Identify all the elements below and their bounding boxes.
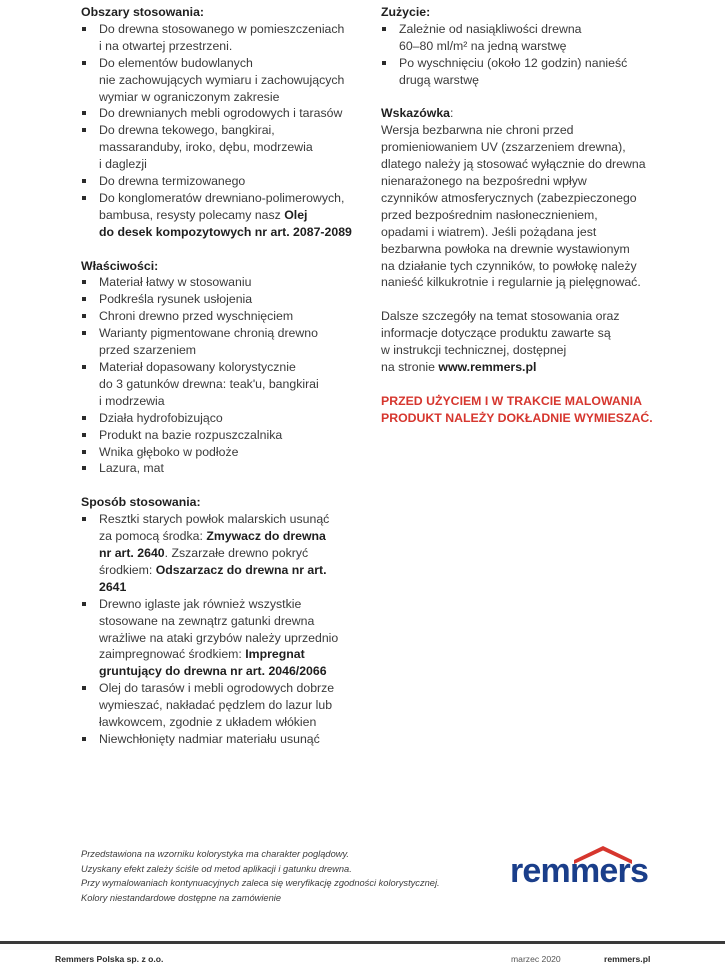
section-areas <box>81 4 356 241</box>
item-text: Lazura, mat <box>99 461 164 476</box>
bullet-item <box>81 190 356 241</box>
properties-list <box>81 274 356 477</box>
hint-title: Wskazówka <box>381 106 451 121</box>
footnotes <box>81 847 501 906</box>
bullet-item <box>81 427 356 444</box>
item-text: Do drewnianych mebli ogrodowych i tarasów <box>99 106 343 121</box>
section-usage <box>81 494 356 748</box>
item-text: Zależnie od nasiąkliwości drewna 60–80 ml/m² na jedną warstwę <box>399 21 582 53</box>
more-info-paragraph <box>381 308 671 376</box>
footer-company: Remmers Polska sp. z o.o. <box>55 954 164 964</box>
areas-list <box>81 21 356 241</box>
footnote-line: Przy wymalowaniach kontynuacyjnych zaleca się weryfikację zgodności kolorystycznej. <box>81 878 440 889</box>
bullet-item <box>81 460 356 477</box>
item-text: Do drewna termizowanego <box>99 174 246 189</box>
section-consumption <box>381 4 671 89</box>
item-text: Do konglomeratów drewniano-polimerowych, bambusa, resysty polecamy nasz <box>99 190 345 222</box>
hint-text: Wersja bezbarwna nie chroni przed promieniowaniem UV (zszarzeniem drewna), dlatego należy ją stosować wyłącznie do drewna nienarażonego na bezpośredni wpływ czynników atmosferycznych (zabezpieczonego przed bezpośrednim nasłonecznieniem, opadami i wiatrem). Jeśli pożądana jest bezbarwna powłoka na drewnie wystawionym na działanie tych czynników, to powłokę należy nanieść kilkukrotnie i regularnie ją pielęgnować. <box>381 123 646 290</box>
item-text: Do elementów budowlanych nie zachowujących wymiaru i zachowujących wymiar w ograniczonym zakresie <box>99 55 345 104</box>
usage-list <box>81 511 356 748</box>
logo-wordmark: remmers <box>510 852 649 890</box>
item-text: Podkreśla rysunek usłojenia <box>99 292 253 307</box>
usage-title: Sposób stosowania: <box>81 495 201 510</box>
item-text: Do drewna stosowanego w pomieszczeniach i na otwartej przestrzeni. <box>99 21 345 53</box>
mixing-warning: PRZED UŻYCIEM I W TRAKCIE MALOWANIA PRODUKT NALEŻY DOKŁADNIE WYMIESZAĆ. <box>381 393 653 425</box>
bullet-item <box>81 511 356 596</box>
item-text: Po wyschnięciu (około 12 godzin) nanieść drugą warstwę <box>399 55 628 87</box>
bold-product-reference: Odszarzacz do drewna nr art. 2641 <box>99 562 327 594</box>
section-properties <box>81 258 356 478</box>
footer-website[interactable]: remmers.pl <box>604 954 651 964</box>
footnote-line: Kolory niestandardowe dostępne na zamówienie <box>81 893 282 904</box>
bullet-item <box>381 21 671 55</box>
bullet-item <box>81 308 356 325</box>
consumption-list <box>381 21 671 89</box>
bullet-item <box>81 596 356 681</box>
consumption-title: Zużycie: <box>381 5 431 19</box>
areas-title: Obszary stosowania: <box>81 5 205 19</box>
bullet-item <box>81 291 356 308</box>
item-text: Działa hydrofobizująco <box>99 410 223 425</box>
bullet-item <box>81 731 356 748</box>
bullet-item <box>381 55 671 89</box>
left-column <box>81 4 356 748</box>
more-info-text: Dalsze szczegóły na temat stosowania oraz informacje dotyczące produktu zawarte są w instrukcji technicznej, dostępnej na stronie <box>381 309 620 374</box>
item-text: Do drewna tekowego, bangkirai, massaranduby, iroko, dębu, modrzewia i daglezji <box>99 123 313 172</box>
bullet-item <box>81 325 356 359</box>
hint-colon: : <box>450 106 454 121</box>
website-link[interactable]: www.remmers.pl <box>438 360 537 374</box>
remmers-logo <box>510 843 650 891</box>
properties-title: Właściwości: <box>81 258 159 273</box>
bullet-item <box>81 55 356 106</box>
bold-product-reference: Impregnat gruntujący do drewna nr art. 2046/2066 <box>99 647 327 679</box>
bold-product-reference: Olej do desek kompozytowych nr art. 2087-2089 <box>99 207 352 239</box>
item-text: Materiał łatwy w stosowaniu <box>99 275 252 290</box>
item-text: Drewno iglaste jak również wszystkie stosowane na zewnątrz gatunki drewna wrażliwe na ataki grzybów należy uprzednio zaimpregnować środkiem: <box>99 596 339 662</box>
bold-product-reference: Zmywacz do drewna nr art. 2640 <box>99 529 326 560</box>
item-text: Produkt na bazie rozpuszczalnika <box>99 427 283 442</box>
bullet-item <box>81 410 356 427</box>
bullet-item <box>81 173 356 190</box>
footnote-line: Przedstawiona na wzorniku kolorystyka ma charakter poglądowy. <box>81 849 350 859</box>
bullet-item <box>81 21 356 55</box>
item-text: Materiał dopasowany kolorystycznie do 3 gatunków drewna: teak'u, bangkirai i modrzewia <box>99 360 319 408</box>
item-text: Wnika głęboko w podłoże <box>99 444 239 459</box>
item-text: Chroni drewno przed wyschnięciem <box>99 309 294 324</box>
right-column <box>381 4 671 427</box>
bullet-item <box>81 122 356 173</box>
footnote-line: Uzyskany efekt zależy ściśle od metod aplikacji i gatunku drewna. <box>81 863 352 874</box>
footer-divider <box>0 941 725 944</box>
section-hint <box>381 105 671 291</box>
bullet-item <box>81 105 356 122</box>
bullet-item <box>81 359 356 410</box>
item-text: Niewchłonięty nadmiar materiału usunąć <box>99 731 320 746</box>
bullet-item <box>81 680 356 731</box>
bullet-item <box>81 444 356 461</box>
footer-date: marzec 2020 <box>511 954 561 964</box>
item-text: . Zszarzałe drewno pokryć środkiem: <box>99 545 309 577</box>
item-text: Warianty pigmentowane chronią drewno przed szarzeniem <box>99 326 318 358</box>
item-text: Resztki starych powłok malarskich usunąć za pomocą środka: <box>99 512 330 544</box>
item-text: Olej do tarasów i mebli ogrodowych dobrze wymieszać, nakładać pędzlem do lazur lub ławkowcem, zgodnie z układem włókien <box>99 681 335 730</box>
bullet-item <box>81 274 356 291</box>
